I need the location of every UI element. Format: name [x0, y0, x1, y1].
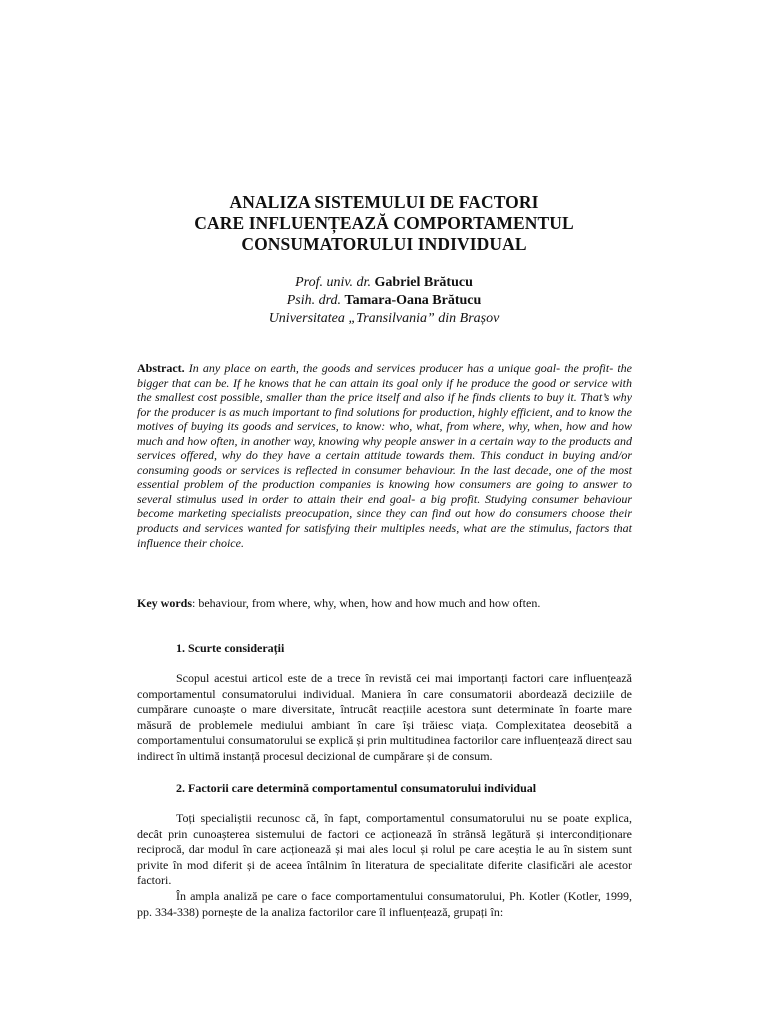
author-block: [100, 274, 668, 328]
title-line-2: CARE INFLUENȚEAZĂ COMPORTAMENTUL: [194, 213, 574, 233]
author-1-role: Prof. univ. dr.: [295, 275, 371, 290]
author-2-role: Psih. drd.: [286, 293, 342, 308]
author-1-name: Gabriel Brătucu: [374, 275, 473, 290]
section-1-heading: 1. Scurte considerații: [176, 641, 285, 655]
author-2: [100, 292, 668, 310]
section-1-paragraph: Scopul acestui articol este de a trece în revistă cei mai importanți factori care influențează comportamentul consumatorului individual. Maniera în care consumatorii abordează deciziile de cumpărare cunoaște o mare diversitate, întrucât reacțiile acestora sunt determinate în foarte mare măsură de problemele mediului ambiant în care își trăiesc viața. Complexitatea deosebită a comportamentului consumatorului se explică și prin multitudinea factorilor care influențează direct sau indirect în ultimă instanță procesul decizional de cumpărare și de consum.: [137, 671, 632, 763]
section-2-paragraph-1: Toți specialiștii recunosc că, în fapt, comportamentul consumatorului nu se poate explica, decât prin cunoașterea sistemului de factori ce acționează în strânsă legătură și intercondiționare reciprocă, dar modul în care acționează și mai ales locul și rolul pe care aceștia le au în sistem sunt privite în mod diferit și de aceea întâlnim în literatura de specialitate diferite clasificări ale acestor factori.: [137, 811, 632, 888]
section-2-paragraph-2: În ampla analiză pe care o face comportamentului consumatorului, Ph. Kotler (Kotler, 1999, pp. 334-338) pornește de la analiza factorilor care îl influențează, grupați în:: [137, 889, 632, 919]
abstract-label: Abstract.: [137, 361, 185, 375]
keywords-text: : behaviour, from where, why, when, how and how much and how often.: [192, 596, 541, 610]
section-2-heading: 2. Factorii care determină comportamentul consumatorului individual: [176, 781, 537, 795]
keywords: [137, 596, 632, 611]
title-line-3: CONSUMATORULUI INDIVIDUAL: [241, 234, 527, 254]
affiliation: Universitatea „Transilvania” din Brașov: [268, 311, 500, 326]
abstract-text: In any place on earth, the goods and services producer has a unique goal- the profit- the bigger that can be. If he knows that he can attain its goal only if he produce the good or service with the smallest cost possible, smaller than the price itself and also if he finds clients to buy it. That’s why for the producer is as much important to find solutions for production, highly efficient, and to know the motives of buying its goods and services, to know: who, what, from where, why, when, how and how much and how often, in another way, knowing why people answer in a certain way to the products and services offered, why do they have a certain attitude towards them. This conduct in buying and/or consuming goods or services is reflected in consumer behaviour. In the last decade, one of the most essential problem of the production companies is knowing how consumers are going to answer to several stimulus used in order to attain their end goal- a big profit. Studying consumer behaviour become marketing specialists preocupation, since they can find out how do consumers choose their products and services wanted for satisfying their multiples needs, what are the stimulus, factors that influence their choice.: [137, 361, 633, 550]
title-line-1: ANALIZA SISTEMULUI DE FACTORI: [229, 192, 539, 212]
author-1: [100, 274, 668, 292]
author-2-name: Tamara-Oana Brătucu: [344, 293, 482, 308]
paper-title: [100, 192, 668, 255]
keywords-label: Key words: [137, 596, 192, 610]
abstract: [137, 361, 632, 550]
